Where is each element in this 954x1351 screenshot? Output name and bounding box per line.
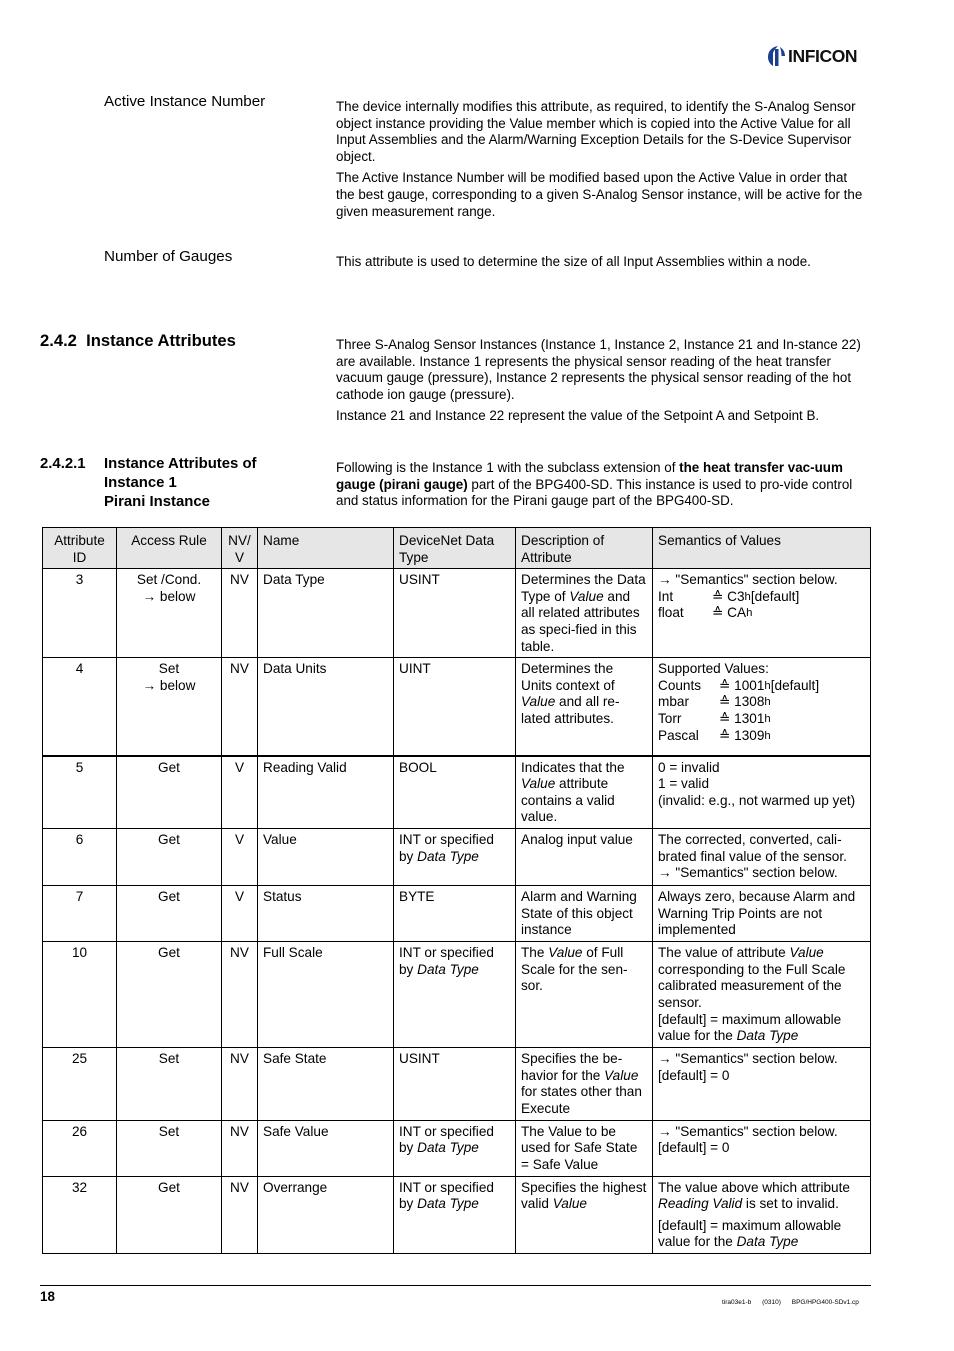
semantics-line: → "Semantics" section below. (658, 1123, 838, 1139)
text: INT or specified by (399, 1123, 494, 1156)
text: is set to invalid. (742, 1196, 839, 1212)
cell-name: Overrange (258, 1176, 394, 1253)
cell-id: 32 (43, 1176, 117, 1253)
cell-type: UINT (394, 658, 516, 756)
paragraph: The device internally modifies this attribute, as required, to identify the S-Analog Sensor object instance providing the Value member which is copied into the Active Value for all Input Assemblies and the Alarm/Warning Exception Details for the S-Device Supervisor object. (336, 99, 856, 164)
text: [default] = maximum allowable value for the (658, 1217, 842, 1250)
access-rule: Set (158, 661, 180, 677)
semantics-head: Supported Values: (658, 661, 769, 677)
intro-text: part of the BPG400-SD. This instance is used to pro-vide control and status information for the Pirani gauge part of the BPG400-SD. (336, 476, 853, 509)
cell-access: Set (117, 1120, 222, 1176)
attr-label-active-instance: Active Instance Number (104, 93, 266, 110)
subsection-intro (336, 460, 868, 515)
inficon-logo-icon (766, 45, 786, 67)
cell-type: USINT (394, 569, 516, 658)
semantics-line: → "Semantics" section below. (658, 1051, 838, 1067)
italic-text: Value (604, 1067, 639, 1083)
access-ref: → below (142, 677, 196, 693)
cell-access: Get (117, 886, 222, 942)
text: The value of attribute (658, 945, 790, 961)
attr-desc-active-instance (336, 99, 868, 225)
text: Indicates that the (521, 759, 625, 775)
pair-sub: h (744, 590, 751, 603)
subsection-title-line: Pirani Instance (104, 494, 210, 510)
cell-type (394, 1176, 516, 1253)
cell-semantics (653, 658, 871, 756)
cell-id: 10 (43, 942, 117, 1048)
cell-desc: Analog input value (516, 829, 653, 886)
column-header: NV/ V (222, 528, 258, 569)
cell-type (394, 1120, 516, 1176)
text: The (521, 945, 549, 961)
text: Determines the Data Type of (521, 572, 646, 604)
semantics-line: 0 = invalid (658, 759, 720, 775)
intro-text: Following is the Instance 1 with the subclass extension of (336, 460, 680, 475)
cell-semantics (653, 756, 871, 829)
italic-text: Data Type (736, 1234, 799, 1250)
cell-access: Get (117, 829, 222, 886)
cell-id: 6 (43, 829, 117, 886)
cell-semantics (653, 1176, 871, 1253)
cell-nv: NV (222, 1120, 258, 1176)
pair-sub: h (764, 679, 771, 692)
cell-nv: NV (222, 1176, 258, 1253)
section-heading (40, 333, 236, 350)
text: corresponding to the Full Scale calibrated measurement of the sensor. (658, 961, 846, 1010)
pair-key: float (658, 605, 684, 621)
semantics-line: [default] = 0 (658, 1140, 730, 1156)
table-row (43, 1176, 871, 1253)
pair-after: [default] (770, 677, 820, 693)
subsection-number: 2.4.2.1 (40, 456, 86, 472)
cell-desc (516, 658, 653, 756)
cell-name: Safe State (258, 1048, 394, 1120)
pair-key: Pascal (658, 727, 699, 743)
italic-text: Reading Valid (658, 1196, 743, 1212)
text: Specifies the be-havior for the (521, 1051, 623, 1083)
value-pair (658, 711, 865, 728)
column-header: Name (258, 528, 394, 569)
cell-nv: V (222, 829, 258, 886)
cell-desc (516, 942, 653, 1048)
access-rule: Set /Cond. (136, 572, 202, 588)
table-row (43, 756, 871, 829)
text: for states other than Execute (521, 1084, 642, 1116)
cell-name: Data Units (258, 658, 394, 756)
table-row (43, 1048, 871, 1120)
semantics-line: [default] = 0 (658, 1067, 730, 1083)
semantics-line: 1 = valid (658, 776, 710, 792)
cell-nv: NV (222, 658, 258, 756)
text: [default] = maximum allowable value for the (658, 1011, 842, 1044)
column-header: Description of Attribute (516, 528, 653, 569)
value-pair (658, 694, 865, 711)
cell-desc (516, 569, 653, 658)
cell-name: Status (258, 886, 394, 942)
table-row (43, 942, 871, 1048)
section-body (336, 337, 868, 430)
cell-semantics (653, 942, 871, 1048)
pair-sub: h (746, 607, 753, 620)
paragraph: Three S-Analog Sensor Instances (Instance 1, Instance 2, Instance 21 and In-stance 22) are available. Instance 1 represents the physical sensor reading of the heat transfer vacuum gauge (pressure), Instance 2 represents the physical sensor reading of the hot cathode ion gauge (pressure). (336, 337, 861, 402)
subsection-title-line: Instance 1 (104, 475, 177, 491)
value-pair (658, 728, 865, 745)
section-title: Instance Attributes (86, 331, 236, 350)
cell-name: Value (258, 829, 394, 886)
cell-type (394, 942, 516, 1048)
paragraph: The Active Instance Number will be modified based upon the Active Value in order that the best gauge, corresponding to a given S-Analog Sensor instance, will be active for the given measurement range. (336, 170, 863, 219)
semantics-line (658, 1218, 865, 1251)
cell-desc (516, 756, 653, 829)
cell-id: 4 (43, 658, 117, 756)
semantics-head: → "Semantics" section below. (658, 572, 838, 588)
attr-label-number-of-gauges: Number of Gauges (104, 248, 233, 265)
cell-type (394, 829, 516, 886)
cell-type: BYTE (394, 886, 516, 942)
italic-text: Data Type (417, 961, 479, 977)
text: INT or specified by (399, 945, 494, 977)
table-row (43, 569, 871, 658)
semantics-line (658, 1012, 865, 1045)
pair-key: Int (658, 588, 674, 604)
cell-type: USINT (394, 1048, 516, 1120)
pair-value: ≙ 1301 (719, 710, 765, 726)
text: INT or specified by (399, 832, 494, 864)
text: Determines the Units context of (521, 661, 615, 693)
cell-access (117, 658, 222, 756)
pair-value: ≙ 1308 (719, 694, 765, 710)
cell-access: Get (117, 756, 222, 829)
column-header: Attribute ID (43, 528, 117, 569)
text: and all re-lated attributes. (521, 694, 620, 726)
cell-access: Set (117, 1048, 222, 1120)
cell-desc: Alarm and Warning State of this object instance (516, 886, 653, 942)
value-pair (658, 589, 865, 606)
cell-id: 5 (43, 756, 117, 829)
instance-attributes-table (42, 527, 871, 1254)
cell-semantics (653, 1048, 871, 1120)
semantics-line: (invalid: e.g., not warmed up yet) (658, 792, 856, 808)
pair-value: ≙ C3 (712, 588, 745, 604)
pair-value: ≙ CA (712, 605, 747, 621)
pair-after: [default] (750, 588, 800, 604)
cell-nv: NV (222, 1048, 258, 1120)
paragraph (336, 460, 868, 510)
cell-access (117, 569, 222, 658)
pair-sub: h (764, 729, 771, 742)
column-header: DeviceNet Data Type (394, 528, 516, 569)
table-header-row (43, 528, 871, 569)
cell-name: Data Type (258, 569, 394, 658)
paragraph: This attribute is used to determine the size of all Input Assemblies within a node. (336, 254, 811, 269)
text: of Full Scale for the sen-sor. (521, 945, 628, 994)
italic-text: Value (548, 945, 583, 961)
brand-name: INFICON (788, 45, 858, 66)
italic-text: Value (569, 588, 604, 604)
italic-text: Value (521, 776, 556, 792)
cell-nv: NV (222, 942, 258, 1048)
cell-access: Get (117, 1176, 222, 1253)
access-ref: → below (142, 588, 196, 604)
subsection-title (104, 455, 334, 512)
paragraph: Instance 21 and Instance 22 represent the value of the Setpoint A and Setpoint B. (336, 408, 820, 424)
page-number: 18 (40, 1289, 55, 1304)
intro-bold: the heat transfer vac-uum gauge (pirani gauge) (336, 460, 843, 492)
text: The value above which attribute (658, 1179, 850, 1195)
text: INT or specified by (399, 1179, 494, 1212)
cell-semantics (653, 569, 871, 658)
cell-id: 3 (43, 569, 117, 658)
pair-key: mbar (658, 694, 689, 710)
table-row (43, 658, 871, 756)
cell-id: 26 (43, 1120, 117, 1176)
cell-desc (516, 1176, 653, 1253)
value-pair (658, 605, 865, 622)
cell-id: 7 (43, 886, 117, 942)
inficon-logo (766, 44, 857, 68)
pair-sub: h (764, 696, 771, 709)
cell-access: Get (117, 942, 222, 1048)
italic-text: Data Type (736, 1028, 799, 1044)
semantics-line (658, 1180, 865, 1213)
cell-nv: V (222, 756, 258, 829)
italic-text: Value (521, 694, 556, 710)
cell-type: BOOL (394, 756, 516, 829)
cell-semantics (653, 1120, 871, 1176)
cell-semantics: Always zero, because Alarm and Warning Trip Points are not implemented (653, 886, 871, 942)
pair-sub: h (764, 712, 771, 725)
column-header: Semantics of Values (653, 528, 871, 569)
cell-desc (516, 1048, 653, 1120)
semantics-line: The corrected, converted, cali-brated final value of the sensor. (658, 832, 847, 864)
pair-value: ≙ 1001 (719, 677, 765, 693)
semantics-line (658, 945, 865, 1011)
cell-name: Full Scale (258, 942, 394, 1048)
pair-key: Counts (658, 677, 702, 693)
value-pair (658, 678, 865, 695)
cell-nv: V (222, 886, 258, 942)
cell-name: Safe Value (258, 1120, 394, 1176)
text: and all related attributes as speci-fied in this table. (521, 588, 640, 654)
table-row (43, 1120, 871, 1176)
cell-semantics (653, 829, 871, 886)
document-reference: tira03e1-b (0310) BPG/HPG400-SDv1.cp (722, 1299, 859, 1306)
section-number: 2.4.2 (40, 331, 77, 350)
cell-name: Reading Valid (258, 756, 394, 829)
column-header: Access Rule (117, 528, 222, 569)
attr-desc-number-of-gauges (336, 254, 868, 276)
text: Specifies the highest valid (521, 1179, 647, 1212)
cell-id: 25 (43, 1048, 117, 1120)
cell-desc: The Value to be used for Safe State = Safe Value (516, 1120, 653, 1176)
semantics-ref: → "Semantics" section below. (658, 865, 838, 881)
table-row (43, 829, 871, 886)
italic-text: Data Type (417, 1196, 479, 1212)
table-row (43, 886, 871, 942)
italic-text: Data Type (417, 1140, 479, 1156)
footer-divider (40, 1285, 871, 1286)
pair-value: ≙ 1309 (719, 727, 765, 743)
cell-nv: NV (222, 569, 258, 658)
italic-text: Value (552, 1196, 587, 1212)
italic-text: Value (789, 945, 824, 961)
text: attribute contains a valid value. (521, 776, 615, 825)
pair-key: Torr (658, 710, 682, 726)
subsection-title-line: Instance Attributes of (104, 456, 257, 472)
italic-text: Data Type (417, 848, 479, 864)
